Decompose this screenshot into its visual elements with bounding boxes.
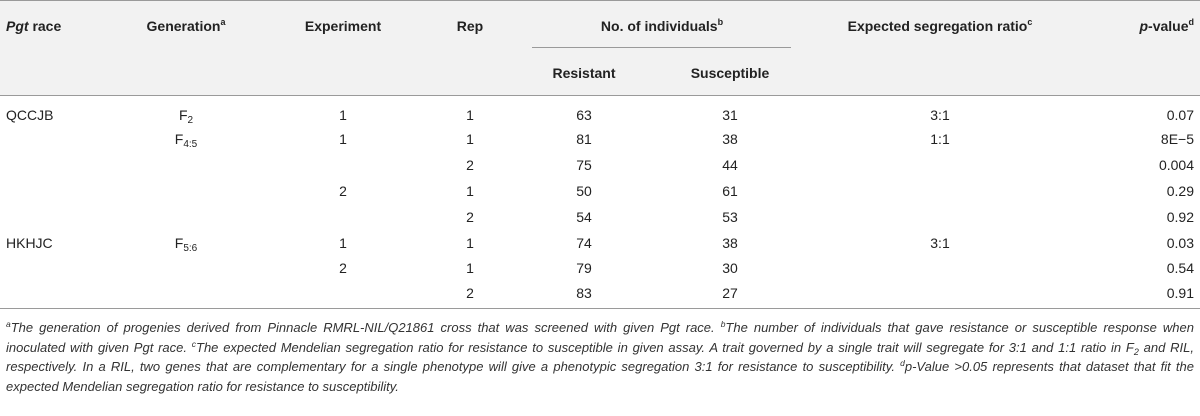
footnote-c-continued: and RIL, respectively. In a RIL, two genes that are complementary for a single phenotype will give a phenotypic segregation 3:1 for resistance to susceptibility. (6, 339, 1194, 374)
cell-resistant: 81 (576, 131, 592, 147)
cell-experiment: 2 (339, 260, 347, 276)
cell-experiment: 1 (339, 235, 347, 251)
cell-resistant: 63 (576, 107, 592, 123)
cell-ratio: 3:1 (930, 235, 950, 251)
header-generation: Generation$^a$ (146, 17, 226, 34)
cell-p-value: 0.91 (1166, 285, 1194, 301)
cell-susceptible: 44 (722, 157, 738, 173)
cell-p-value: 0.07 (1166, 107, 1194, 123)
cell-susceptible: 27 (722, 285, 738, 301)
footnote-c-mark: c (191, 338, 197, 349)
cell-rep: 1 (466, 260, 474, 276)
table-footnotes (6, 318, 1194, 396)
footnote-d: p-Value >0.05 represents that dataset that fit the expected Mendelian segregation ratio for resistance to susceptibility. (6, 359, 1194, 394)
header-p-value: p-value$^d$ (1139, 17, 1194, 34)
cell-race: QCCJB (6, 107, 54, 123)
bottom-rule (0, 308, 1200, 309)
cell-susceptible: 61 (722, 183, 738, 199)
footnote-a: The generation of progenies derived from Pinnacle RMRL-NIL/Q21861 cross that was screened with given Pgt race. (10, 320, 721, 335)
cell-ratio: 1:1 (930, 131, 950, 147)
cell-experiment: 2 (339, 183, 347, 199)
individuals-subheader-rule (532, 47, 791, 48)
cell-susceptible: 31 (722, 107, 738, 123)
cell-susceptible: 53 (722, 209, 738, 225)
cell-race: HKHJC (6, 235, 53, 251)
cell-resistant: 83 (576, 285, 592, 301)
cell-rep: 2 (466, 157, 474, 173)
cell-resistant: 74 (576, 235, 592, 251)
cell-rep: 2 (466, 285, 474, 301)
footnote-a-mark: a (6, 319, 11, 329)
header-pgt-race: Pgt race (6, 18, 62, 34)
header-susceptible: Susceptible (690, 65, 770, 81)
cell-p-value: 0.03 (1166, 235, 1194, 251)
cell-ratio: 3:1 (930, 107, 950, 123)
cell-rep: 1 (466, 131, 474, 147)
cell-p-value: 8E−5 (1160, 131, 1194, 147)
cell-rep: 1 (466, 107, 474, 123)
footnote-d-mark: d (900, 358, 905, 368)
header-experiment: Experiment (304, 18, 382, 34)
header-expected-segregation-ratio: Expected segregation ratio$^c$ (847, 17, 1033, 34)
cell-susceptible: 38 (722, 131, 738, 147)
cell-rep: 1 (466, 235, 474, 251)
header-rep: Rep (456, 18, 484, 34)
cell-experiment: 1 (339, 107, 347, 123)
cell-generation: $F_{4:5}$ (174, 131, 198, 150)
footnote-b: The number of individuals that gave resistance or susceptible response when inoculated with given Pgt race. (6, 320, 1194, 355)
header-resistant: Resistant (552, 65, 616, 81)
cell-rep: 2 (466, 209, 474, 225)
cell-p-value: 0.29 (1166, 183, 1194, 199)
footnote-c-subscript: 2 (1133, 346, 1139, 357)
cell-generation: $F_2$ (178, 107, 194, 126)
cell-experiment: 1 (339, 131, 347, 147)
cell-rep: 1 (466, 183, 474, 199)
cell-p-value: 0.92 (1166, 209, 1194, 225)
cell-susceptible: 30 (722, 260, 738, 276)
cell-resistant: 54 (576, 209, 592, 225)
header-no-of-individuals: No. of individuals$^b$ (600, 17, 724, 34)
cell-generation: $F_{5:6}$ (174, 235, 198, 254)
header-rule (0, 95, 1200, 96)
cell-resistant: 50 (576, 183, 592, 199)
cell-resistant: 75 (576, 157, 592, 173)
cell-p-value: 0.004 (1158, 157, 1194, 173)
footnote-c: The expected Mendelian segregation ratio for resistance to susceptible in given assay. A trait governed by a single trait will segregate for 3:1 and 1:1 ratio in F (196, 339, 1134, 355)
footnote-b-mark: b (720, 319, 726, 329)
top-rule (0, 0, 1200, 1)
cell-resistant: 79 (576, 260, 592, 276)
cell-p-value: 0.54 (1166, 260, 1194, 276)
cell-susceptible: 38 (722, 235, 738, 251)
